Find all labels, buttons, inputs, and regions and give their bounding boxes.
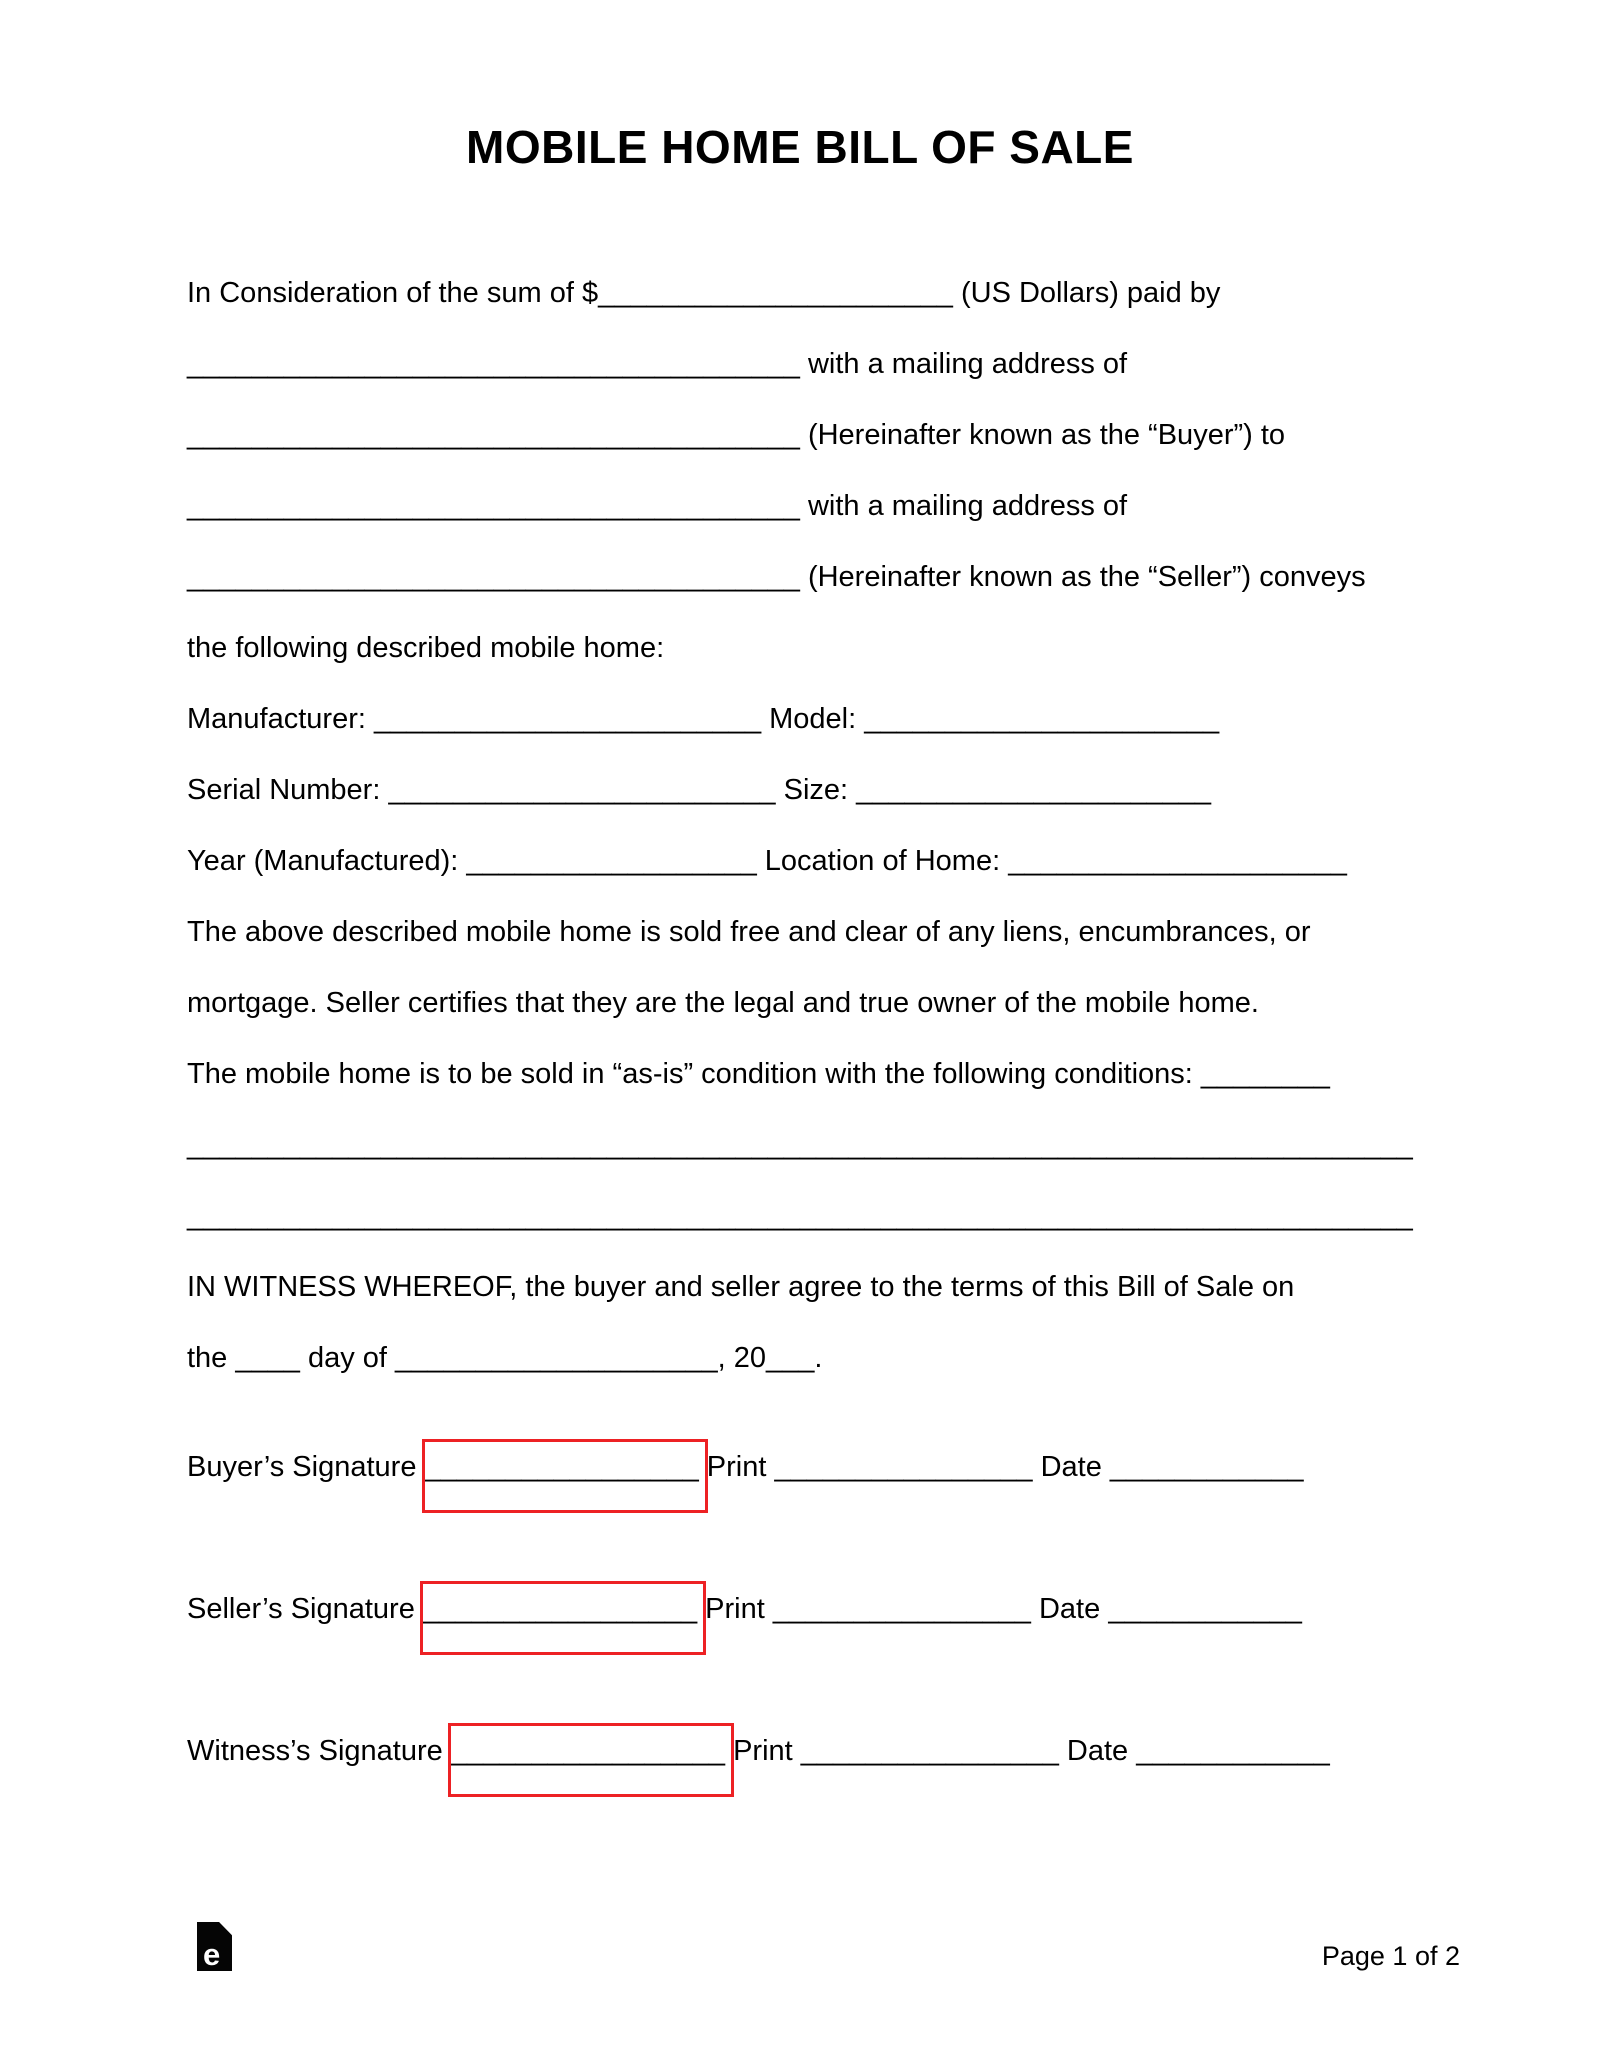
year-manufactured-label: Year (Manufactured): — [187, 845, 467, 877]
signature-highlight-box[interactable] — [420, 1581, 706, 1655]
witness-date-blank[interactable]: ____________ — [1136, 1735, 1330, 1767]
signature-highlight-box[interactable] — [422, 1439, 708, 1513]
witness-signature-row — [187, 1716, 1600, 1787]
execution-year-blank[interactable]: ___ — [765, 1342, 815, 1374]
manufacturer-blank[interactable]: ________________________ — [373, 703, 762, 735]
buyer-signature-label: Buyer’s Signature — [187, 1451, 417, 1483]
conditions-extra-blank-2[interactable]: ____________________________________________________________________________ — [187, 1200, 1413, 1232]
consideration-suffix: (US Dollars) paid by — [952, 277, 1221, 309]
model-label: Model: — [761, 703, 865, 735]
buyer-name-suffix: with a mailing address of — [799, 348, 1128, 380]
buyer-address-suffix: (Hereinafter known as the “Buyer”) to — [799, 419, 1286, 451]
seller-name-suffix: with a mailing address of — [799, 490, 1128, 522]
buyer-name-blank[interactable]: ______________________________________ — [187, 348, 800, 380]
witness-signature-blank[interactable]: _________________ — [450, 1735, 725, 1767]
seller-date-blank[interactable]: ____________ — [1108, 1593, 1302, 1625]
witness-whereof-line: IN WITNESS WHEREOF, the buyer and seller agree to the terms of this Bill of Sale on — [187, 1271, 1295, 1303]
seller-print-label: Print — [705, 1593, 765, 1625]
conditions-extra-blank-1[interactable]: ____________________________________________________________________________ — [187, 1129, 1413, 1161]
seller-signature-blank-wrap — [423, 1574, 697, 1645]
buyer-date-label: Date — [1040, 1451, 1102, 1483]
seller-name-blank[interactable]: ______________________________________ — [187, 490, 800, 522]
seller-address-blank[interactable]: ______________________________________ — [187, 561, 800, 593]
model-blank[interactable]: ______________________ — [864, 703, 1220, 735]
conditions-blank[interactable]: ________ — [1200, 1058, 1330, 1090]
serial-number-blank[interactable]: ________________________ — [388, 774, 776, 806]
location-of-home-label: Location of Home: — [756, 845, 1009, 877]
witness-print-blank[interactable]: ________________ — [800, 1735, 1059, 1767]
buyer-date-blank[interactable]: ____________ — [1109, 1451, 1304, 1483]
location-of-home-blank[interactable]: _____________________ — [1008, 845, 1347, 877]
seller-signature-blank[interactable]: _________________ — [422, 1593, 698, 1625]
execution-month-blank[interactable]: ____________________ — [395, 1342, 718, 1374]
serial-size-line — [187, 755, 1413, 826]
consideration-line — [187, 258, 1413, 329]
witness-signature-label: Witness’s Signature — [187, 1735, 443, 1767]
execution-date-line — [187, 1323, 1413, 1394]
buyer-print-blank[interactable]: ________________ — [774, 1451, 1033, 1483]
year-location-line — [187, 826, 1413, 897]
seller-date-label: Date — [1038, 1593, 1101, 1625]
witness-date-label: Date — [1066, 1735, 1129, 1767]
execution-day-of: day of — [299, 1342, 396, 1374]
seller-address-line — [187, 542, 1413, 613]
buyer-signature-blank-wrap — [425, 1432, 699, 1503]
buyer-print-label: Print — [706, 1451, 767, 1483]
terms-line-3 — [187, 1039, 1413, 1110]
seller-name-line — [187, 471, 1413, 542]
serial-number-label: Serial Number: — [187, 774, 389, 806]
execution-the: the — [187, 1342, 236, 1374]
conditions-extra-line-2 — [187, 1181, 1413, 1252]
year-manufactured-blank[interactable]: __________________ — [466, 845, 757, 877]
eforms-logo — [197, 1922, 232, 1971]
terms-line-1: The above described mobile home is sold free and clear of any liens, encumbrances, or — [187, 916, 1311, 948]
buyer-address-blank[interactable]: ______________________________________ — [187, 419, 800, 451]
seller-print-blank[interactable]: ________________ — [772, 1593, 1031, 1625]
seller-address-suffix: (Hereinafter known as the “Seller”) conveys — [799, 561, 1366, 593]
size-blank[interactable]: ______________________ — [856, 774, 1211, 806]
intro-closing-line: the following described mobile home: — [187, 632, 665, 664]
signature-highlight-box[interactable] — [448, 1723, 734, 1797]
size-label: Size: — [775, 774, 857, 806]
seller-signature-row — [187, 1574, 1600, 1645]
execution-period: . — [814, 1342, 823, 1374]
page-number: Page 1 of 2 — [1321, 1941, 1460, 1971]
buyer-address-line — [187, 400, 1413, 471]
manufacturer-model-line — [187, 684, 1413, 755]
execution-day-blank[interactable]: ____ — [235, 1342, 300, 1374]
buyer-name-line — [187, 329, 1413, 400]
manufacturer-label: Manufacturer: — [187, 703, 374, 735]
seller-signature-label: Seller’s Signature — [187, 1593, 415, 1625]
page-title: MOBILE HOME BILL OF SALE — [466, 121, 1134, 173]
consideration-amount-blank[interactable]: ______________________ — [598, 277, 953, 309]
document-body — [187, 258, 1413, 1394]
terms-line-2: mortgage. Seller certifies that they are the legal and true owner of the mobile home. — [187, 987, 1259, 1019]
logo-letter: e — [203, 1937, 221, 1972]
conditions-extra-line-1 — [187, 1110, 1413, 1181]
witness-print-label: Print — [733, 1735, 793, 1767]
buyer-signature-blank[interactable]: _________________ — [424, 1451, 699, 1483]
buyer-signature-row — [187, 1432, 1600, 1503]
consideration-prefix: In Consideration of the sum of $ — [187, 277, 599, 309]
execution-comma-20: , 20 — [717, 1342, 766, 1374]
conditions-prefix: The mobile home is to be sold in “as-is” condition with the following conditions: — [187, 1058, 1201, 1090]
witness-signature-blank-wrap — [451, 1716, 725, 1787]
